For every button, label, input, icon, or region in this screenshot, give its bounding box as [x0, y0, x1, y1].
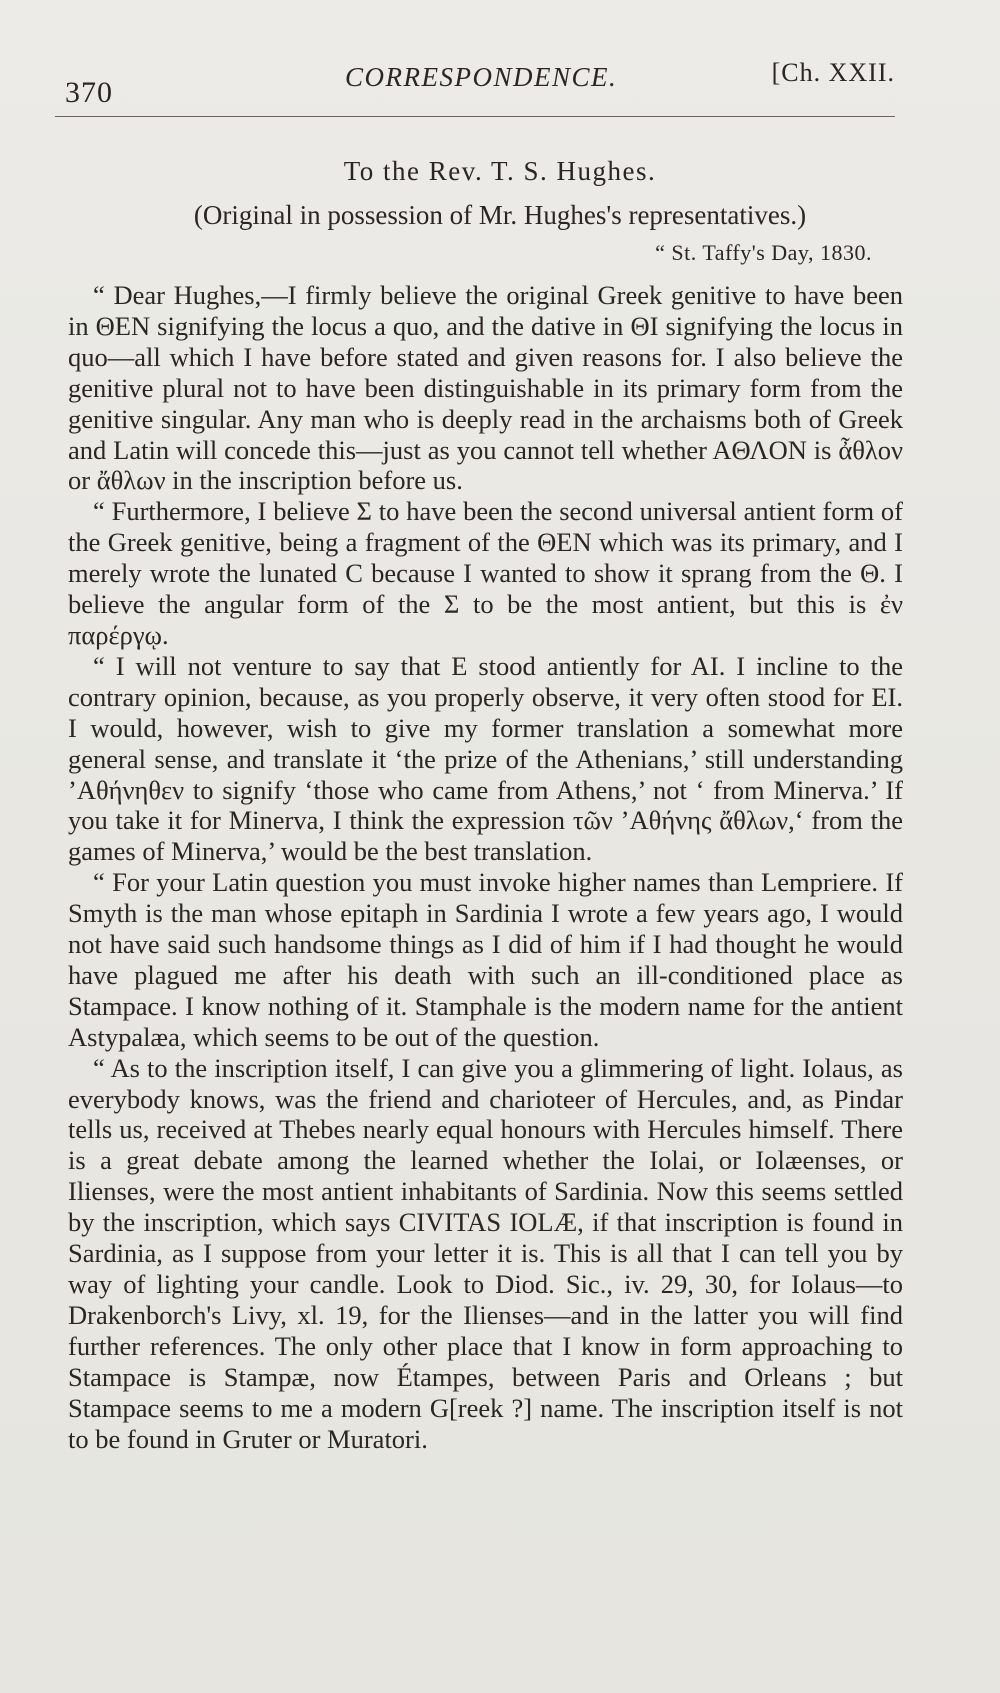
paragraph: “ For your Latin question you must invoke higher names than Lempriere. If Smyth is the man whose epitaph in Sardinia I wrote a few years ago, I would not have said such handsome things as I did of him if I had thought he would have plagued me after his death with such an ill-conditioned place as Stampace. I know nothing of it. Stamphale is the modern name for the antient Astypalæa, which seems to be out of the question.: [68, 867, 903, 1052]
paragraph: “ As to the inscription itself, I can give you a glimmering of light. Iolaus, as everybody knows, was the friend and charioteer of Hercules, and, as Pindar tells us, received at Thebes nearly equal honours with Hercules himself. There is a great debate among the learned whether the Iolai, or Iolæenses, or Ilienses, were the most antient inhabitants of Sardinia. Now this seems settled by the inscription, which says CIVITAS IOLÆ, if that inscription is found in Sardinia, as I suppose from your letter it is. This is all that I can tell you by way of lighting your candle. Look to Diod. Sic., iv. 29, 30, for Iolaus—to Drakenborch's Livy, xl. 19, for the Ilienses—and in the latter you will find further references. The only other place that I know in form approaching to Stampace is Stampæ, now Étampes, between Paris and Orleans ; but Stampace seems to me a modern G[reek ?] name. The inscription itself is not to be found in Gruter or Muratori.: [68, 1052, 903, 1454]
chapter-label: [Ch. XXII.: [771, 58, 895, 87]
paragraph: “ Furthermore, I believe Σ to have been the second universal antient form of the Greek genitive, being a fragment of the ΘEN which was its primary, and I merely wrote the lunated C because I wanted to show it sprang from the Θ. I believe the angular form of the Σ to be the most antient, but this is ἐν παρέργῳ.: [68, 496, 903, 650]
letter-provenance: (Original in possession of Mr. Hughes's representatives.): [193, 200, 807, 230]
paragraph: “ I will not venture to say that E stood antiently for AI. I incline to the contrary opinion, because, as you properly observe, it very often stood for EI. I would, however, wish to give my former translation a somewhat more general sense, and translate it ‘the prize of the Athenians,’ still understanding ’Aθήνηθεν to signify ‘those who came from Athens,’ not ‘ from Minerva.’ If you take it for Minerva, I think the expression τῶν ’Aθήνης ἄθλων,‘ from the games of Minerva,’ would be the best translation.: [68, 650, 903, 867]
running-title: CORRESPONDENCE.: [345, 62, 618, 92]
paragraph: “ Dear Hughes,—I firmly believe the original Greek genitive to have been in ΘEN signifying the locus a quo, and the dative in ΘI signifying the locus in quo—all which I have before stated and given reasons for. I also believe the genitive plural not to have been distinguishable in its primary form from the genitive singular. Any man who is deeply read in the archaisms both of Greek and Latin will concede this—just as you cannot tell whether AΘΛON is ἆθλον or ἄθλων in the inscription before us.: [68, 280, 903, 496]
page-number: 370: [65, 76, 113, 109]
letter-dateline: “ St. Taffy's Day, 1830.: [655, 240, 872, 265]
letter-heading: To the Rev. T. S. Hughes.: [343, 156, 657, 186]
page-header: [55, 58, 895, 108]
letter-body: [68, 280, 903, 1454]
header-rule: [55, 116, 895, 117]
